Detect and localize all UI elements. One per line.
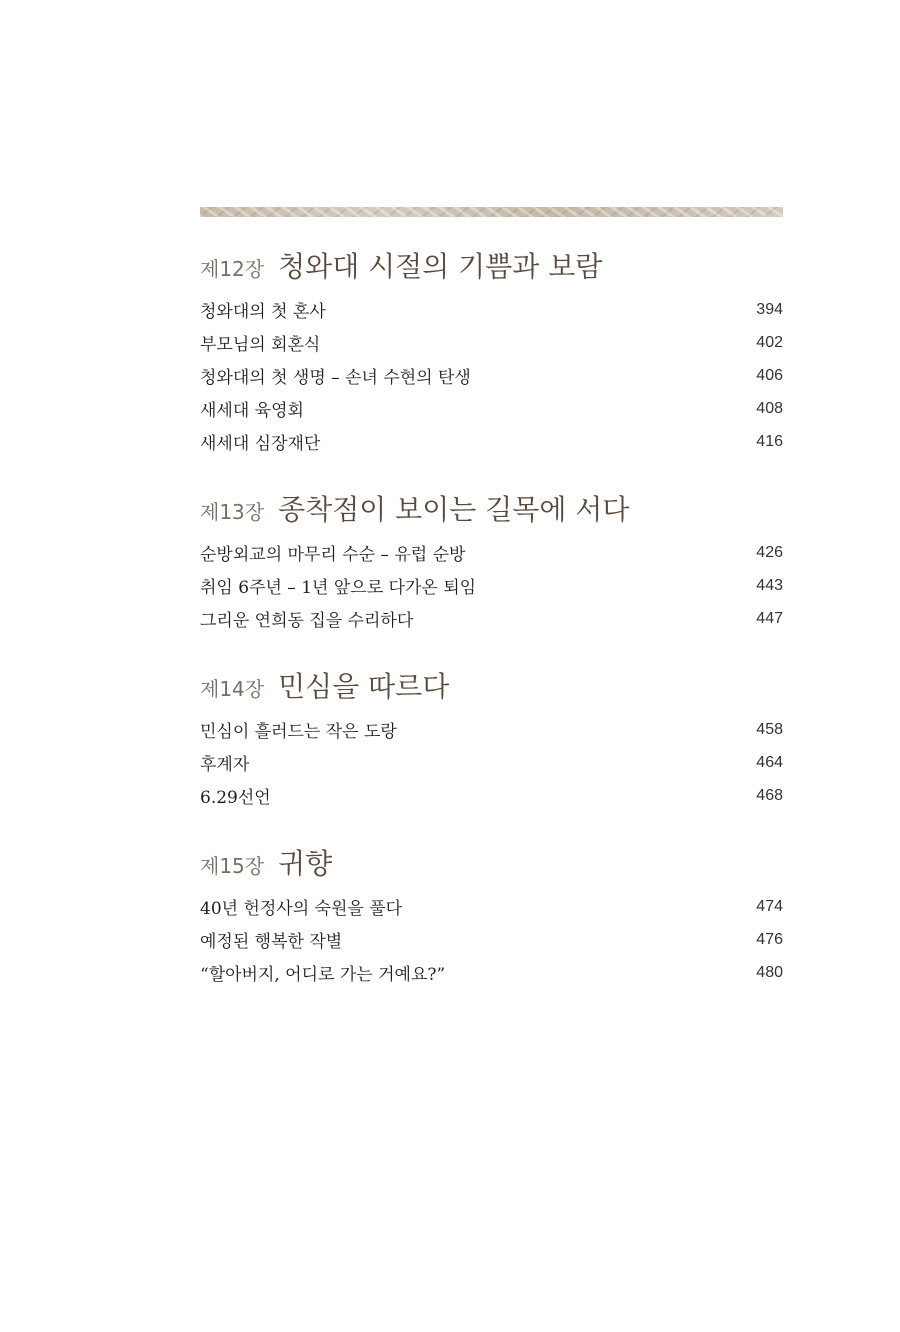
toc-entry xyxy=(200,425,783,458)
chapter-title: 종착점이 보이는 길목에 서다 xyxy=(278,493,630,526)
toc-entry-title: 취임 6주년 – 1년 앞으로 다가온 퇴임 xyxy=(200,578,477,598)
toc-entry xyxy=(200,359,783,392)
toc-entry-title: 순방외교의 마무리 수순 – 유럽 순방 xyxy=(200,545,466,565)
toc-entry-list xyxy=(200,713,783,812)
toc-entry xyxy=(200,392,783,425)
toc-entry xyxy=(200,293,783,326)
toc-entry-title: 6.29선언 xyxy=(200,788,271,808)
toc-entry-page: 443 xyxy=(756,576,783,594)
toc-entry-page: 426 xyxy=(756,543,783,561)
toc-entry xyxy=(200,923,783,956)
toc-entry-title: 청와대의 첫 생명 – 손녀 수현의 탄생 xyxy=(200,368,471,388)
toc-entry-title: 청와대의 첫 혼사 xyxy=(200,302,326,322)
chapter-section xyxy=(200,245,783,458)
toc-entry xyxy=(200,569,783,602)
chapter-heading xyxy=(200,488,783,528)
toc-entry-list xyxy=(200,890,783,989)
toc-entry-page: 402 xyxy=(756,333,783,351)
chapter-heading xyxy=(200,245,783,285)
toc-entry-title: 민심이 흘러드는 작은 도랑 xyxy=(200,722,397,742)
toc-entry-page: 416 xyxy=(756,432,783,450)
toc-entry-title: 새세대 육영회 xyxy=(200,401,304,421)
toc-entry-list xyxy=(200,293,783,458)
chapter-title: 민심을 따르다 xyxy=(278,670,450,703)
toc-entry-title: 예정된 행복한 작별 xyxy=(200,932,343,952)
toc-entry-page: 447 xyxy=(756,609,783,627)
toc-entry-title: 40년 헌정사의 숙원을 풀다 xyxy=(200,899,403,919)
chapter-section xyxy=(200,665,783,812)
toc-entry-title: 그리운 연희동 집을 수리하다 xyxy=(200,611,414,631)
toc-entry-page: 464 xyxy=(756,753,783,771)
toc-entry xyxy=(200,890,783,923)
toc-entry xyxy=(200,536,783,569)
toc-entry-page: 468 xyxy=(756,786,783,804)
toc-entry-title: 후계자 xyxy=(200,755,250,775)
toc-entry xyxy=(200,326,783,359)
toc-entry xyxy=(200,713,783,746)
toc-entry-title: 새세대 심장재단 xyxy=(200,434,321,454)
chapter-section xyxy=(200,488,783,635)
toc-entry-page: 458 xyxy=(756,720,783,738)
toc-entry-title: 부모님의 회혼식 xyxy=(200,335,321,355)
toc-entry xyxy=(200,779,783,812)
toc-entry xyxy=(200,746,783,779)
chapter-heading xyxy=(200,665,783,705)
decorative-header-band xyxy=(200,207,783,217)
toc-entry-list xyxy=(200,536,783,635)
toc-entry xyxy=(200,602,783,635)
chapter-number: 제12장 xyxy=(200,257,265,281)
chapter-heading xyxy=(200,842,783,882)
chapter-title: 귀향 xyxy=(278,847,333,880)
toc-entry-page: 476 xyxy=(756,930,783,948)
toc-entry-page: 394 xyxy=(756,300,783,318)
chapter-section xyxy=(200,842,783,989)
toc-entry-page: 480 xyxy=(756,963,783,981)
chapter-number: 제15장 xyxy=(200,854,265,878)
toc-entry-page: 408 xyxy=(756,399,783,417)
toc-entry-page: 406 xyxy=(756,366,783,384)
chapter-number: 제14장 xyxy=(200,677,265,701)
toc-entry xyxy=(200,956,783,989)
toc-entry-page: 474 xyxy=(756,897,783,915)
chapter-number: 제13장 xyxy=(200,500,265,524)
toc-entry-title: “할아버지, 어디로 가는 거예요?” xyxy=(200,965,446,985)
chapter-title: 청와대 시절의 기쁨과 보람 xyxy=(278,250,603,283)
